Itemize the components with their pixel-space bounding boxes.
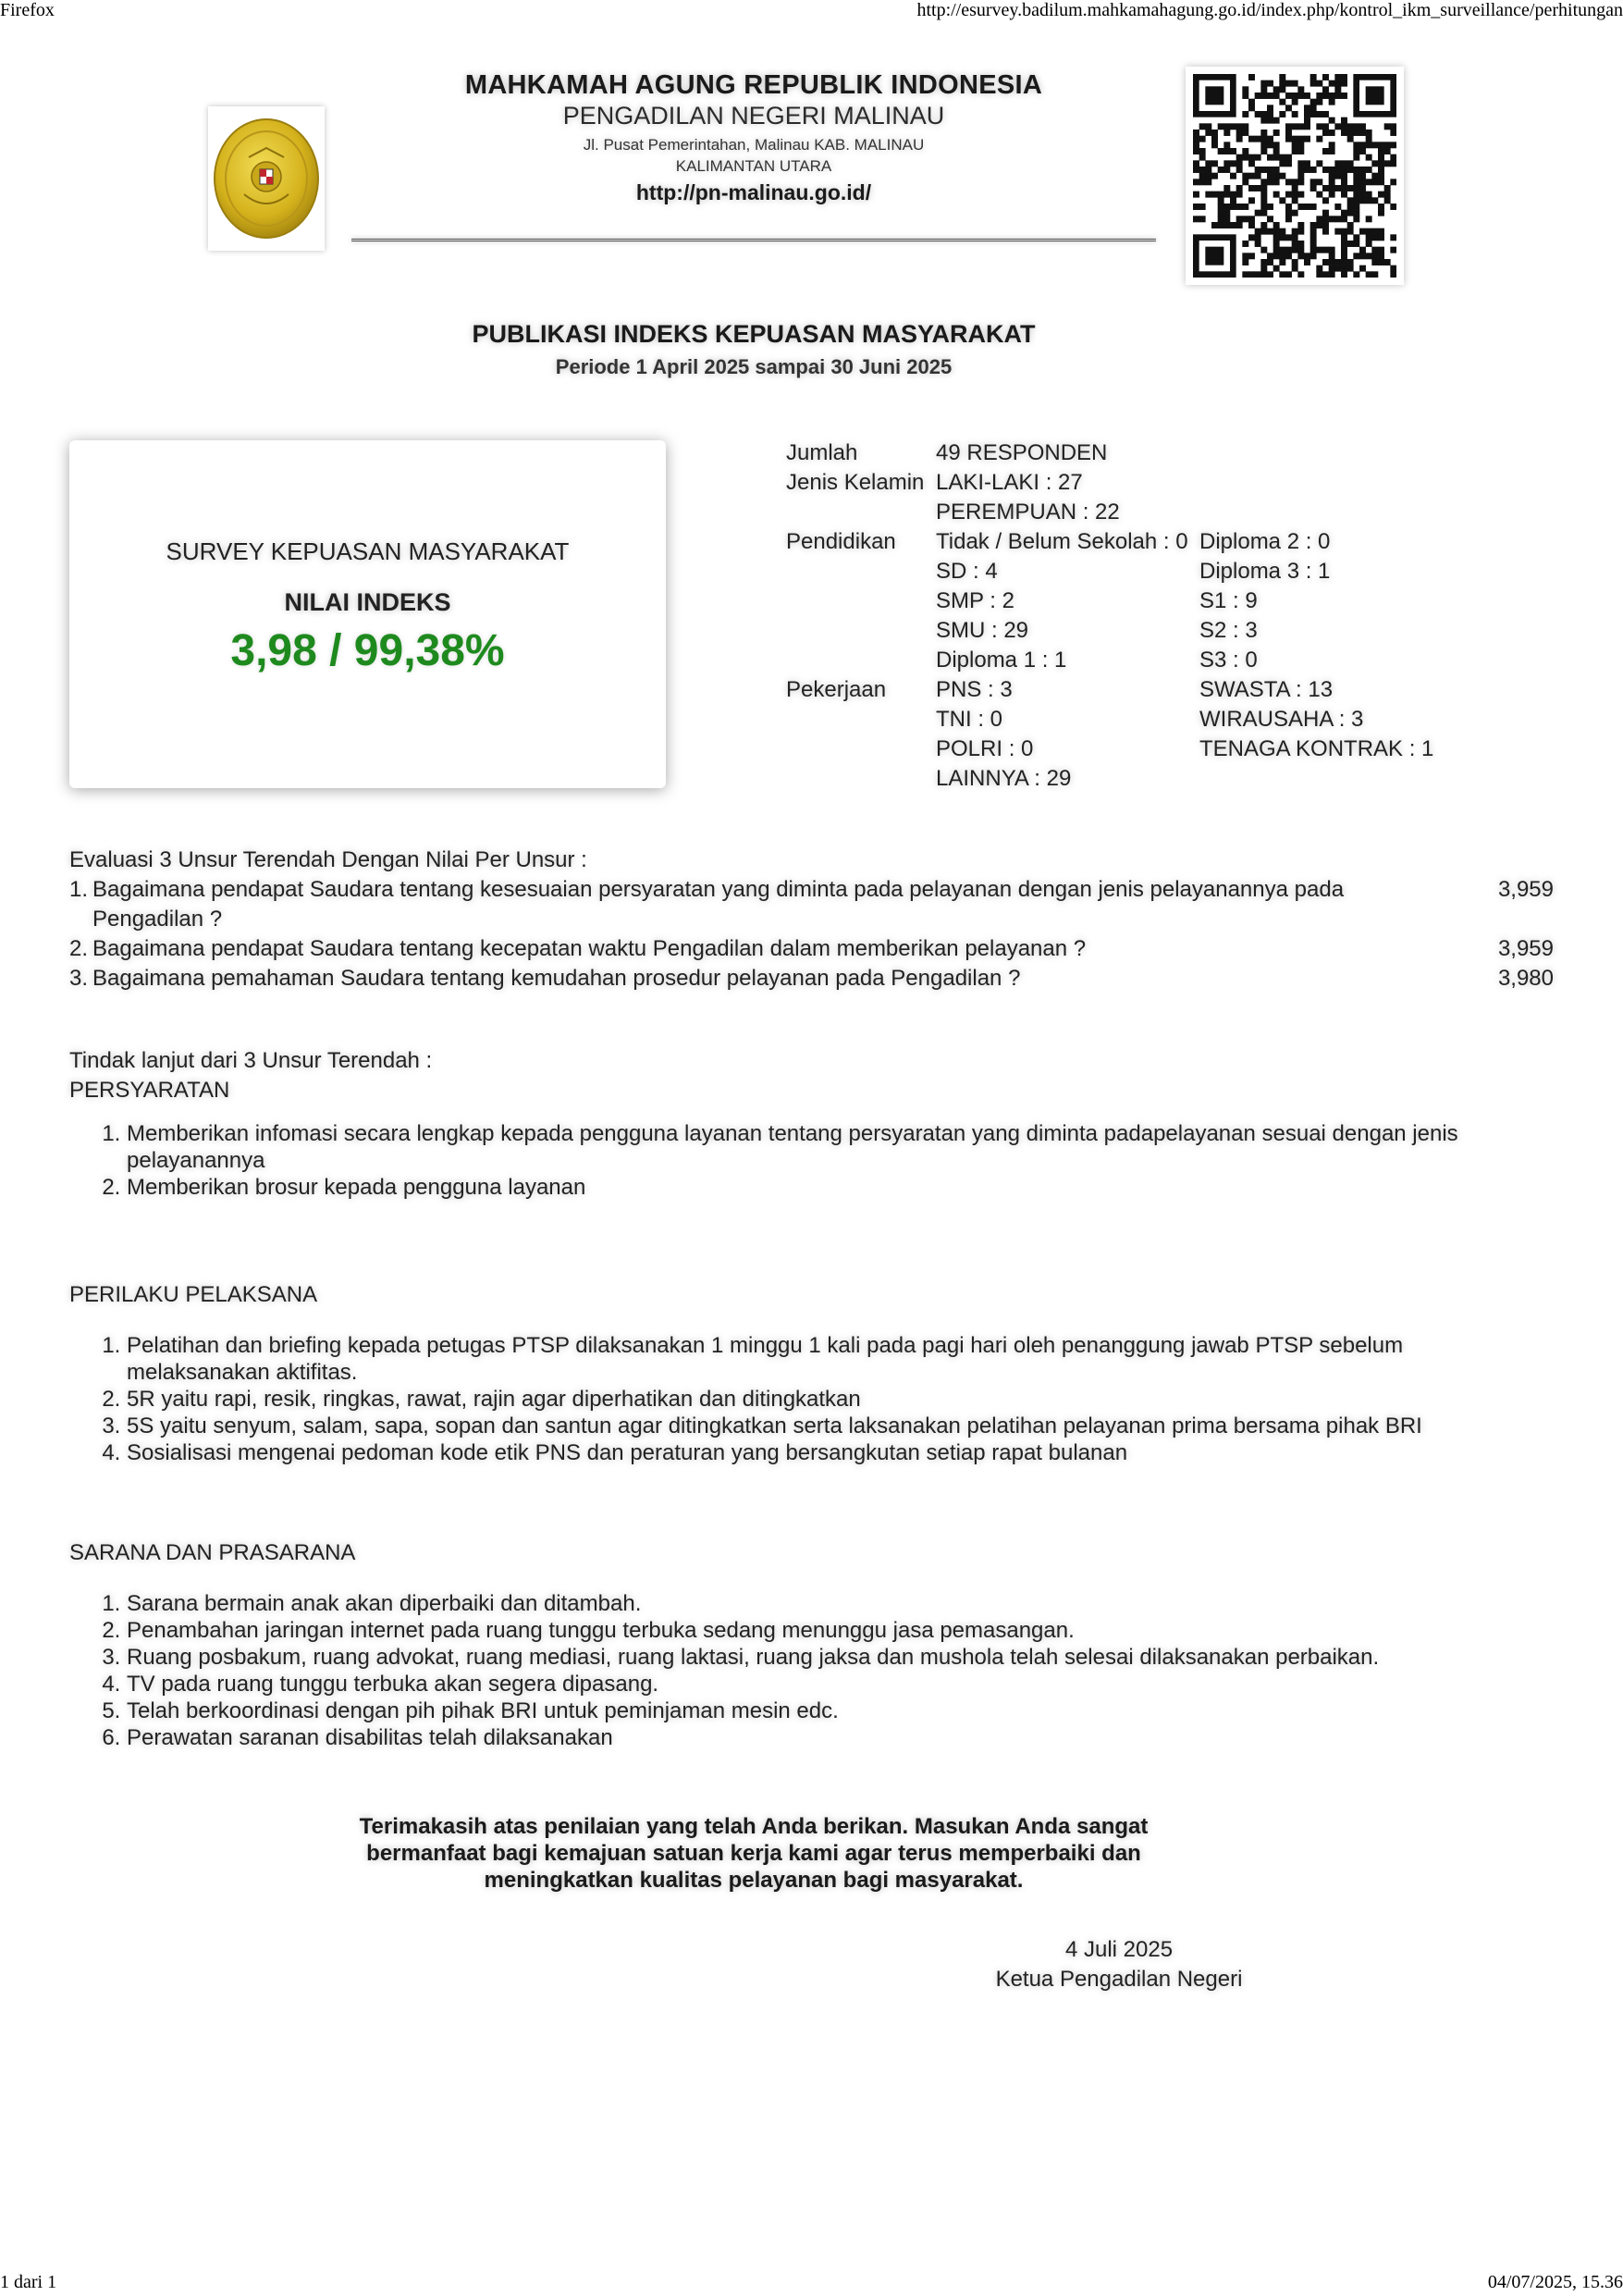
- evaluation-row: [69, 875, 1554, 934]
- persyaratan-list: [69, 1120, 1554, 1201]
- evaluation-question: Bagaimana pemahaman Saudara tentang kemudahan prosedur pelayanan pada Pengadilan ?: [92, 966, 1021, 991]
- page-url: http://esurvey.badilum.mahkamahagung.go.id/index.php/kontrol_ikm_surveillance/perhitungan: [916, 0, 1623, 20]
- job-item: LAINNYA : 29: [936, 766, 1072, 791]
- education-item: S2 : 3: [1199, 618, 1258, 643]
- perilaku-list: [69, 1332, 1554, 1466]
- print-timestamp: 04/07/2025, 15.36: [1487, 2272, 1623, 2292]
- evaluation-question: Bagaimana pendapat Saudara tentang kesesuaian persyaratan yang diminta pada pelayanan dengan jenis pelayanannya pada Pengadilan ?: [92, 877, 1345, 932]
- follow-up-sarana: [69, 1538, 1554, 1751]
- thank-you-message: [351, 1813, 1156, 1894]
- job-item: PNS : 3: [936, 677, 1013, 702]
- header-divider: [351, 239, 1156, 241]
- evaluation-row: [69, 934, 1554, 964]
- evaluation-number: 3.: [69, 966, 89, 991]
- qr-code: [1186, 67, 1404, 285]
- job-item: TNI : 0: [936, 707, 1003, 732]
- list-item: 3. Ruang posbakum, ruang advokat, ruang mediasi, ruang laktasi, ruang jaksa dan mushola telah selesai dilaksanakan perbaikan.: [127, 1644, 1554, 1671]
- education-item: S1 : 9: [1199, 588, 1258, 613]
- address-line-2: KALIMANTAN UTARA: [675, 157, 832, 175]
- court-seal-icon: [212, 116, 321, 241]
- job-item: TENAGA KONTRAK : 1: [1199, 736, 1434, 761]
- job-item: WIRAUSAHA : 3: [1199, 707, 1364, 732]
- follow-up-persyaratan: [69, 1046, 1554, 1201]
- list-item: 2. Penambahan jaringan internet pada ruang tunggu terbuka sedang menunggu jasa pemasangan.: [127, 1617, 1554, 1644]
- browser-app-name: Firefox: [0, 0, 55, 20]
- survey-period: Periode 1 April 2025 sampai 30 Juni 2025: [555, 355, 953, 378]
- list-item: 2. Memberikan brosur kepada pengguna layanan: [127, 1174, 1554, 1201]
- education-item: SMP : 2: [936, 588, 1014, 613]
- jumlah-value: 49 RESPONDEN: [936, 440, 1108, 465]
- education-label: Pendidikan: [786, 529, 896, 554]
- evaluation-value: 3,980: [1497, 966, 1554, 991]
- qr-code-icon: [1193, 74, 1396, 278]
- respondent-demographics: [786, 440, 1433, 796]
- education-item: Diploma 2 : 0: [1199, 529, 1331, 554]
- education-item: SD : 4: [936, 559, 998, 584]
- court-seal-logo: [208, 106, 325, 251]
- evaluation-number: 1.: [69, 877, 89, 902]
- section-title-persyaratan: PERSYARATAN: [69, 1078, 230, 1103]
- signatory-title: Ketua Pengadilan Negeri: [995, 1967, 1243, 1992]
- index-score-card: [69, 440, 666, 788]
- list-item: 5. Telah berkoordinasi dengan pih pihak BRI untuk peminjaman mesin edc.: [127, 1697, 1554, 1724]
- evaluation-question: Bagaimana pendapat Saudara tentang kecepatan waktu Pengadilan dalam memberikan pelayanan ?: [92, 936, 1087, 961]
- education-item: Diploma 1 : 1: [936, 648, 1067, 673]
- list-item: 6. Perawatan saranan disabilitas telah dilaksanakan: [127, 1724, 1554, 1751]
- index-score-value: 3,98 / 99,38%: [230, 626, 505, 675]
- gender-label: Jenis Kelamin: [786, 470, 925, 495]
- list-item: 1. Sarana bermain anak akan diperbaiki dan ditambah.: [127, 1590, 1554, 1617]
- gender-female: PEREMPUAN : 22: [936, 500, 1120, 525]
- list-item: 3. 5S yaitu senyum, salam, sapa, sopan dan santun agar ditingkatkan serta laksanakan pelatihan pelayanan prima bersama pihak BRI: [127, 1413, 1554, 1439]
- job-item: POLRI : 0: [936, 736, 1034, 761]
- evaluation-number: 2.: [69, 936, 89, 961]
- list-item: 4. Sosialisasi mengenai pedoman kode etik PNS dan peraturan yang bersangkutan setiap rapat bulanan: [127, 1439, 1554, 1466]
- list-item: 2. 5R yaitu rapi, resik, ringkas, rawat, rajin agar diperhatikan dan ditingkatkan: [127, 1386, 1554, 1413]
- evaluation-section: [69, 846, 1554, 994]
- institution-name: MAHKAMAH AGUNG REPUBLIK INDONESIA: [464, 70, 1043, 100]
- score-card-sublabel: NILAI INDEKS: [284, 588, 451, 616]
- education-item: SMU : 29: [936, 618, 1029, 643]
- evaluation-heading: Evaluasi 3 Unsur Terendah Dengan Nilai Per Unsur :: [69, 847, 587, 872]
- list-item: 1. Pelatihan dan briefing kepada petugas PTSP dilaksanakan 1 minggu 1 kali pada pagi hari oleh penanggung jawab PTSP sebelum melaksanakan aktifitas.: [127, 1332, 1554, 1386]
- page-title: PUBLIKASI INDEKS KEPUASAN MASYARAKAT: [472, 320, 1036, 348]
- list-item: 1. Memberikan infomasi secara lengkap kepada pengguna layanan tentang persyaratan yang diminta padapelayanan sesuai dengan jenis pelayanannya: [127, 1120, 1554, 1174]
- follow-up-heading: Tindak lanjut dari 3 Unsur Terendah :: [69, 1048, 433, 1073]
- thanks-line: meningkatkan kualitas pelayanan bagi masyarakat.: [484, 1868, 1024, 1893]
- section-title-sarana: SARANA DAN PRASARANA: [69, 1540, 356, 1565]
- education-item: Diploma 3 : 1: [1199, 559, 1331, 584]
- thanks-line: Terimakasih atas penilaian yang telah Anda berikan. Masukan Anda sangat: [359, 1814, 1149, 1839]
- address-line-1: Jl. Pusat Pemerintahan, Malinau KAB. MALINAU: [583, 136, 925, 154]
- list-item: 4. TV pada ruang tunggu terbuka akan segera dipasang.: [127, 1671, 1554, 1697]
- score-card-label: SURVEY KEPUASAN MASYARAKAT: [166, 537, 570, 565]
- court-name: PENGADILAN NEGERI MALINAU: [562, 102, 945, 130]
- signature-date: 4 Juli 2025: [1064, 1937, 1174, 1962]
- section-title-perilaku: PERILAKU PELAKSANA: [69, 1282, 318, 1307]
- gender-male: LAKI-LAKI : 27: [936, 470, 1083, 495]
- evaluation-value: 3,959: [1497, 877, 1554, 902]
- court-website: http://pn-malinau.go.id/: [635, 180, 872, 204]
- page-indicator: 1 dari 1: [0, 2272, 57, 2292]
- education-item: Tidak / Belum Sekolah : 0: [936, 529, 1188, 554]
- evaluation-row: [69, 964, 1554, 994]
- thanks-line: bermanfaat bagi kemajuan satuan kerja kami agar terus memperbaiki dan: [366, 1841, 1141, 1866]
- jumlah-label: Jumlah: [786, 440, 858, 465]
- job-item: SWASTA : 13: [1199, 677, 1334, 702]
- sarana-list: [69, 1590, 1554, 1751]
- follow-up-perilaku: [69, 1280, 1554, 1466]
- education-item: S3 : 0: [1199, 648, 1258, 673]
- evaluation-value: 3,959: [1497, 936, 1554, 961]
- job-label: Pekerjaan: [786, 677, 887, 702]
